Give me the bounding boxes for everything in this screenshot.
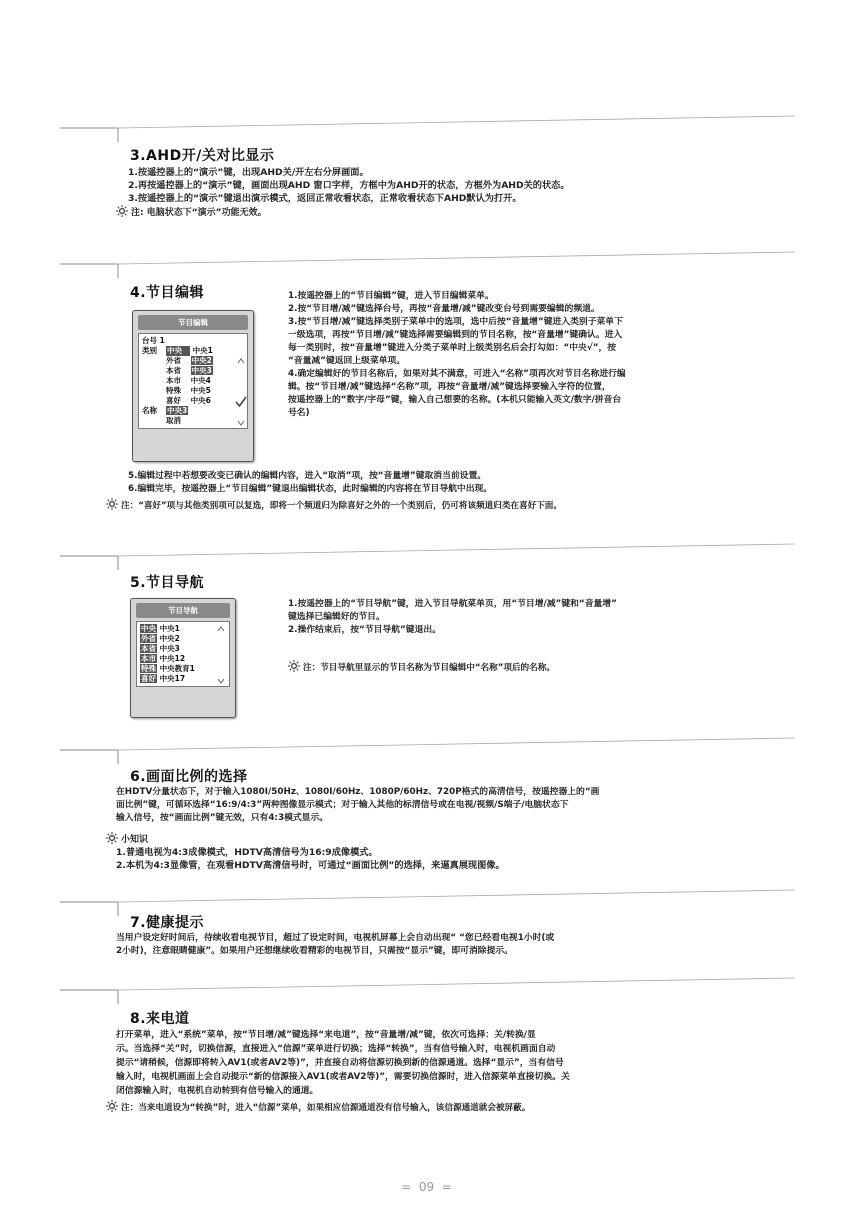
nav-steps: 1.按遥控器上的“节目导航”键，进入节目导航菜单页，用“节目增/减”键和“音量增” 键选择已编辑好的节目。 2.操作结束后，按“节目导航”键退出。: [288, 599, 617, 635]
edit-menu-header: 节目编辑: [138, 315, 248, 330]
edit-steps-below: 5.编辑过程中若想要改变已确认的编辑内容，进入“取消”项，按“音量增”键取消当前设置。 6.编辑完毕，按遥控器上“节目编辑”键退出编辑状态，此时编辑的内容将在节目导航中出现。: [128, 471, 493, 494]
scroll-up-icon: [237, 358, 245, 364]
scroll-down-icon: [217, 678, 225, 684]
menu-row: 名称 中央3: [142, 406, 188, 415]
ratio-desc: 在HDTV分量状态下，对于输入1080I/50Hz、1080I/60Hz、1080P/60Hz、720P格式的高清信号，按遥控器上的“画 面比例”键，可循环选择“16:9/4:3”两种图像显示模式；对于输入其他的标清信号或在电视/视频/S端子/电脑状态下 输入信号，按“画面比例”键无效，只有4:3模式显示。: [116, 787, 600, 823]
menu-row: 类别 中央 中央1: [142, 346, 213, 355]
section-title-power: 8.来电道: [130, 1011, 190, 1027]
menu-row: 特殊 中央教育1: [141, 664, 195, 673]
ahd-note: 注: 电脑状态下“演示”功能无效。: [116, 205, 267, 220]
power-note: 注：当来电道设为“转换”时，进入“信源”菜单，如果相应信源通道没有信号输入，该信源通道就会被屏蔽。: [106, 1100, 530, 1115]
menu-row: 喜好 中央6: [166, 396, 211, 405]
nav-note: 注：节目导航里显示的节目名称为节目编辑中“名称”项后的名称。: [288, 660, 555, 675]
scroll-up-icon: [217, 626, 225, 632]
edit-steps: 1.按遥控器上的“节目编辑”键，进入节目编辑菜单。 2.按“节目增/减”键选择台号，再按“音量增/减”键改变台号到需要编辑的频道。 3.按“节目增/减”键选择类别子菜单中的选项，选中后按“音量增”键进入类别子菜单下 一级选项，再按“节目增/减”键选择需要编辑到的节目名称，按“音量增”键确认。进入 每一类别时，按“音量增”键进入分类子菜单时上级类别名后会打勾如：“中央√”，按 “音量减”键返回上级菜单项。 4.确定编辑好的节目名称后，如果对其不满意，可进入“名称”项再次对节目名称进行编 辑。按“节目增/减”键选择“名称”项，再按“音量增/减”键选择要输入字符的位置， 按遥控器上的“数字/字母”键，输入自己想要的名称。(本机只能输入英文/数字/拼音台 号名): [288, 291, 626, 418]
checkmark-icon: [235, 396, 247, 408]
section-title-nav: 5.节目导航: [130, 575, 205, 591]
page-number: = 09 =: [401, 1180, 452, 1194]
tip-icon: [288, 660, 300, 672]
tip-icon: [106, 498, 118, 510]
menu-row: 外省 中央2: [166, 356, 212, 365]
tip-icon: [116, 205, 128, 217]
menu-row: 台号 1: [142, 336, 165, 345]
tip-icon: [106, 832, 118, 844]
scroll-down-icon: [237, 420, 245, 426]
section-divider: [0, 540, 853, 570]
menu-row: 本省 中央3: [166, 366, 212, 375]
menu-row: 本市 中央12: [141, 654, 186, 663]
tip-icon: [106, 1100, 118, 1112]
menu-row: 本省 中央3: [141, 644, 180, 653]
menu-row: 取消: [166, 416, 181, 425]
section-title-edit: 4.节目编辑: [130, 285, 205, 301]
section-title-ahd: 3.AHD开/关对比显示: [130, 148, 275, 164]
menu-row: 外省 中央2: [141, 634, 180, 643]
power-desc: 打开菜单，进入“系统”菜单，按“节目增/减”键选择“来电道”，按“音量增/减”键，依次可选择：关/转换/显 示。当选择“关”时，切换信源，直接进入“信源”菜单进行切换；选择“转换”，当有信号输入时，电视机画面自动 提示“请稍候，信源即将转入AV1(或者AV2等)”，并直接自动将信源切换到新的信源通道。选择“显示”，当有信号 输入时，电视机画面上会自动提示“新的信源接入AV1(或者AV2等)”，需要切换信源时，进入信源菜单直接切换。关 闭信源输入时，电视机自动转到有信号输入的通道。: [116, 1030, 570, 1096]
edit-menu-screen: [132, 310, 254, 462]
menu-row: 特殊 中央5: [166, 386, 211, 395]
section-divider: [0, 248, 853, 278]
menu-row: 本市 中央4: [166, 376, 211, 385]
nav-menu-list: [136, 621, 230, 687]
menu-row: 喜好 中央17: [141, 674, 186, 683]
menu-row: 中央 中央1: [141, 624, 180, 633]
section-divider: [0, 886, 853, 916]
section-divider: [0, 734, 853, 764]
ratio-tips: 1.普通电视为4:3成像模式，HDTV高清信号为16:9成像模式。 2.本机为4:3显像管，在观看HDTV高清信号时，可通过“画面比例”的选择，来逼真展现图像。: [116, 847, 505, 871]
nav-menu-header: 节目导航: [136, 603, 230, 618]
nav-menu-screen: [130, 598, 236, 718]
ahd-steps: 1.按遥控器上的“演示”键，出现AHD关/开左右分屏画面。 2.再按遥控器上的“演示”键，画面出现AHD 窗口字样，方框中为AHD开的状态，方框外为AHD关的状态。 3.按遥控器上的“演示”键退出演示模式，返回正常收看状态，正常收看状态下AHD默认为打开。: [128, 167, 570, 204]
section-divider: [0, 974, 853, 1004]
health-desc: 当用户设定好时间后，待续收看电视节目，超过了设定时间，电视机屏幕上会自动出现“ “您已经看电视1小时(或 2小时)，注意眼睛健康”。如果用户还想继续收看精彩的电视节目，只需按“显示”键，即可消除提示。: [116, 933, 555, 956]
section-divider: [0, 112, 853, 142]
edit-menu-list: [138, 333, 248, 429]
ratio-tip-title: 小知识: [106, 832, 148, 847]
section-title-ratio: 6.画面比例的选择: [130, 769, 248, 785]
edit-note: 注：“喜好”项与其他类别项可以复选，即将一个频道归为除喜好之外的一个类别后，仍可将该频道归类在喜好下面。: [106, 498, 562, 513]
section-title-health: 7.健康提示: [130, 915, 205, 931]
